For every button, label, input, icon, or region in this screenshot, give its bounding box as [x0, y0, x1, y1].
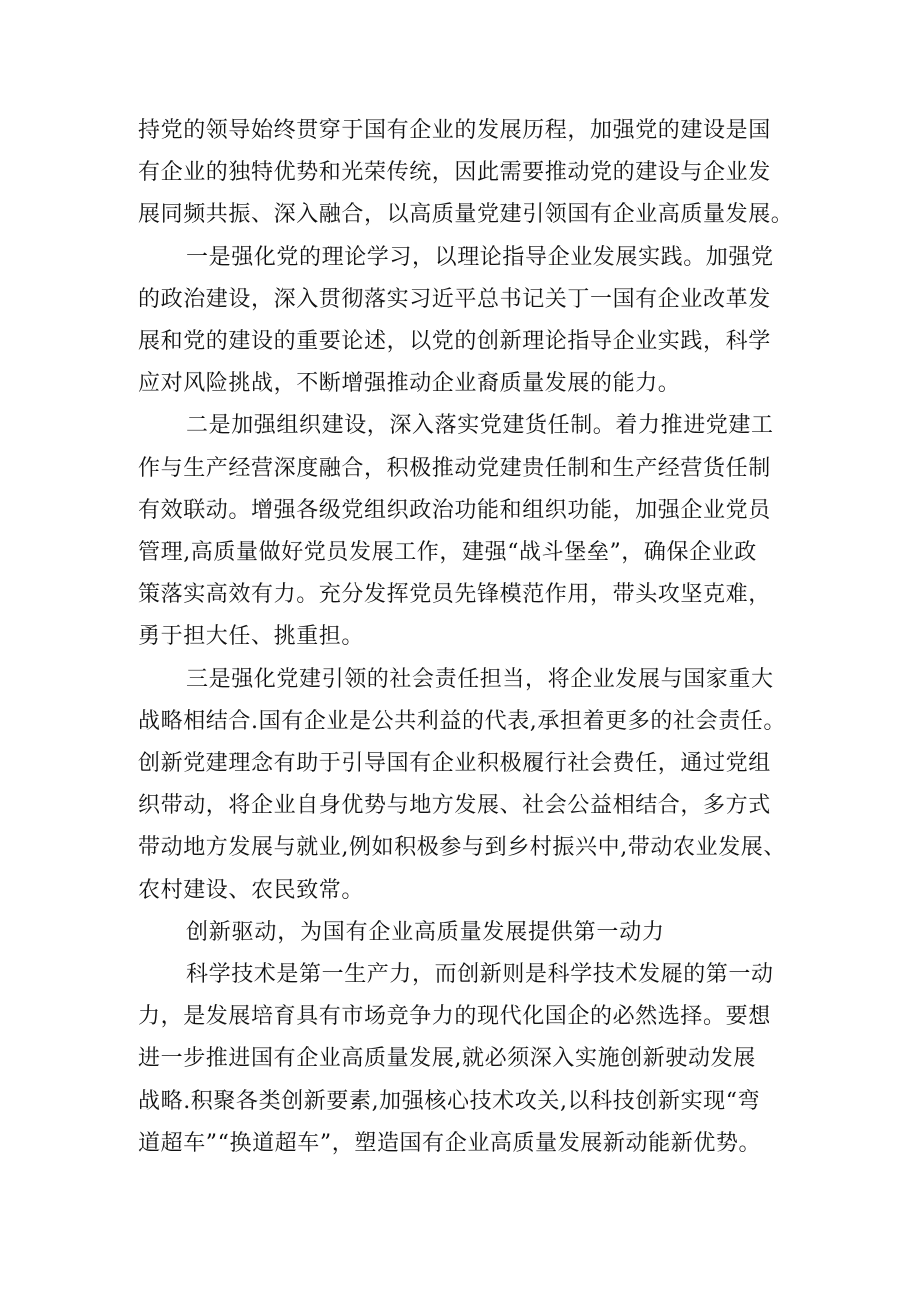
body-text: [138, 110, 808, 1165]
text-line: 战略相结合.国有企业是公共利益的代表,承担着更多的社会责任。: [138, 708, 786, 734]
text-line: 勇于担大任、挑重担。: [138, 624, 365, 650]
text-line: 道超车”“换道超车”，塑造国有企业高质量发展新动能新优势。: [138, 1130, 762, 1156]
text-line: 有效联动。增强各级党组织政治功能和组织功能，加强企业党员: [138, 497, 771, 523]
text-line: 创新党建理念有助于引导国有企业积极履行社会费任，通过党组: [138, 751, 771, 777]
text-line: 管理,高质量做好党员发展工作，建强“战斗堡垒”，确保企业政: [138, 540, 757, 566]
paragraph-first-line: 三是强化党建引领的社会责任担当，将企业发展与国家重大: [186, 666, 774, 692]
text-line: 战略.积聚各类创新要素,加强核心技术攻关,以科技创新实现“弯: [138, 1088, 761, 1114]
text-line: 织带动，将企业自身优势与地方发展、社会公益相结合，多方式: [138, 793, 771, 819]
text-line: 作与生产经营深度融合，积极推动党建贵任制和生产经营货任制: [138, 455, 771, 481]
text-line: 农村建设、农民致常。: [138, 877, 365, 903]
paragraph-first-line: 科学技术是第一生产力，而创新则是科学技术发屣的第一动: [186, 962, 774, 988]
paragraph-first-line: 一是强化党的理论学习，以理论指导企业发展实践。加强党: [186, 244, 774, 270]
text-line: 有企业的独特优势和光荣传统，因此需要推动党的建设与企业发: [138, 160, 771, 186]
text-line: 力，是发展培育具有市场竞争力的现代化国企的必然选择。要想: [138, 1004, 771, 1030]
text-line: 的政治建设，深入贯彻落实习近平总书记关丁一国有企业改革发: [138, 286, 771, 312]
text-line: 策落实高效有力。充分发挥党员先锋模范作用，带头攻坚克难，: [138, 582, 771, 608]
text-line: 持党的领导始终贯穿于国有企业的发展历程，加强党的建设是国: [138, 118, 771, 143]
section-heading: 创新驱动，为国有企业高质量发展提供第一动力: [186, 919, 665, 945]
text-line: 展和党的建设的重要论述，以党的创新理论指导企业实践，科学: [138, 329, 771, 355]
text-line: 应对风险挑战，不断增强推动企业裔质量发展的能力。: [138, 371, 681, 397]
text-line: 进一步推进国有企业高质量发展,就必须深入实施创新驶动发展: [138, 1046, 756, 1072]
text-line: 带动地方发展与就业,例如积极参与到乡村振兴中,带动农业发展、: [138, 835, 786, 861]
paragraph-first-line: 二是加强组织建设，深入落实党建货任制。着力推进党建工: [186, 413, 774, 439]
text-line: 展同频共振、深入融合，以高质量党建引领国有企业高质量发展。: [138, 202, 794, 228]
